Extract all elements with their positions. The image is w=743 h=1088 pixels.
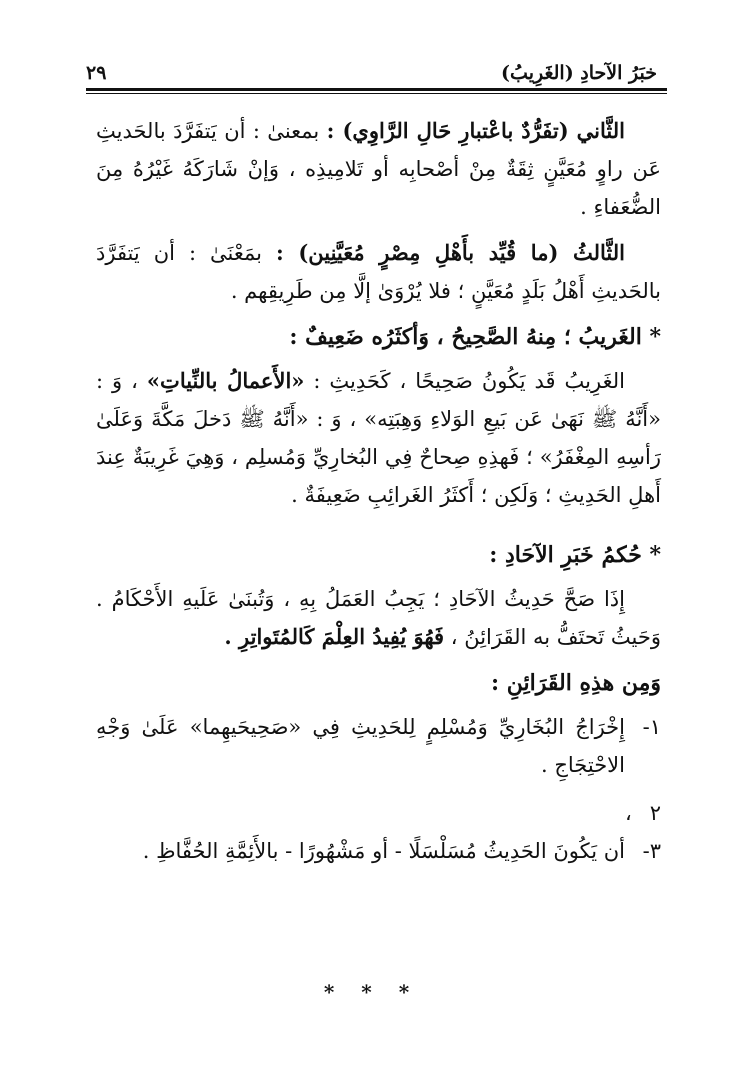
section-end-stars: * * * bbox=[323, 980, 420, 1004]
paragraph-thani bbox=[96, 112, 661, 226]
paragraph-thalith bbox=[96, 234, 661, 310]
page-body bbox=[96, 112, 661, 880]
paragraph-thalith-lead: الثَّالثُ (ما قُيِّد بأَهْلِ مِصْرٍ مُعَيَّنِين) : bbox=[275, 240, 625, 265]
paragraph-hukm bbox=[96, 580, 661, 656]
list-item-text: إِخْرَاجُ البُخَارِيِّ وَمُسْلِمٍ لِلحَدِيثِ فِي «صَحِيحَيهِما» عَلَىٰ وَجْهِ الاحْتِجَاجِ . bbox=[96, 715, 625, 777]
heading-gharib: * الغَريبُ ؛ مِنهُ الصَّحِيحُ ، وَأكثَرُه ضَعِيفٌ : bbox=[289, 324, 661, 350]
list-item bbox=[96, 794, 661, 870]
paragraph-thani-lead: الثَّاني (تفَرُّدٌ باعْتبارِ حَالِ الرَّاوِي) : bbox=[326, 118, 625, 143]
paragraph-gharib-text-1: الغَرِيبُ قَد يَكُونُ صَحِيحًا ، كَحَدِيثِ : bbox=[313, 369, 625, 393]
paragraph-gharib bbox=[96, 362, 661, 514]
paragraph-thalith-text: بمَعْنَىٰ : أن يَتفَرَّدَ بالحَديثِ أَهْلُ بَلَدٍ مُعَيَّنٍ ؛ فلا يُرْوَىٰ إلَّا مِن طَرِيقِهم . bbox=[96, 241, 661, 303]
paragraph-gharib-text-3: فَهذِهِ صِحاحٌ فِي البُخارِيِّ وَمُسلِم ، وَهِيَ غَرِيبَةٌ عِندَ أَهلِ الحَدِيثِ ؛ وَلَكِن ؛ أَكثَرُ الغَرائِبِ ضَعِيفَةٌ . bbox=[96, 445, 661, 507]
list-item-number: ٢ ، ٣- bbox=[625, 801, 661, 863]
header-rule-thin bbox=[86, 93, 667, 94]
hadith-quote-aamal: «الأَعمالُ بالنِّياتِ» bbox=[146, 368, 305, 393]
paragraph-hukm-text-bold: فَهُوَ يُفِيدُ العِلْمَ كَالمُتَواتِرِ . bbox=[224, 624, 445, 649]
heading-qaraain: وَمِن هذِهِ القَرَائِنِ : bbox=[491, 670, 661, 696]
list-item-text: أن يَكُونَ الحَدِيثُ مُسَلْسَلًا - أو مَشْهُورًا - بالأَئِمَّةِ الحُفَّاظِ . bbox=[142, 839, 625, 863]
running-title: خبَرُ الآحادِ (الغَرِيبُ) bbox=[501, 62, 657, 84]
heading-hukm: * حُكمُ خَبَرِ الآحَادِ : bbox=[489, 542, 661, 568]
list-item bbox=[96, 708, 661, 784]
running-header bbox=[86, 56, 657, 84]
header-rule-thick bbox=[86, 88, 667, 91]
paragraph-hukm-text: إِذَا صَحَّ حَدِيثُ الآحَادِ ؛ يَجِبُ العَمَلُ بِهِ ، وَتُبنَىٰ عَلَيهِ الأَحْكَامُ . وَحَيثُ تَحتَفُّ به القَرَائِنُ ، bbox=[96, 587, 661, 649]
paragraph-thani-text: بمعنىٰ : أن يَتفَرَّدَ بالحَديثِ عَن راوٍ مُعَيَّنٍ ثِقَةٌ مِنْ أصْحابِه أو تَلامِيذِه ، وَإنْ شَارَكَهُ غَيْرُهُ مِنَ الضُّعَفاءِ . bbox=[96, 119, 661, 219]
page-number: ٢٩ bbox=[86, 62, 107, 84]
paragraph-gharib-text-2: ، وَ : «أَنَّهُ ﷺ نَهَىٰ عَن بَيعِ الوَلاءِ وَهِبَتِه» ، وَ : «أَنَّهُ ﷺ دَخلَ مَكَّةَ وَعَلَىٰ رَأسِهِ المِغْفَرُ» ؛ bbox=[96, 369, 661, 469]
list-item-number: ١- bbox=[642, 715, 661, 739]
